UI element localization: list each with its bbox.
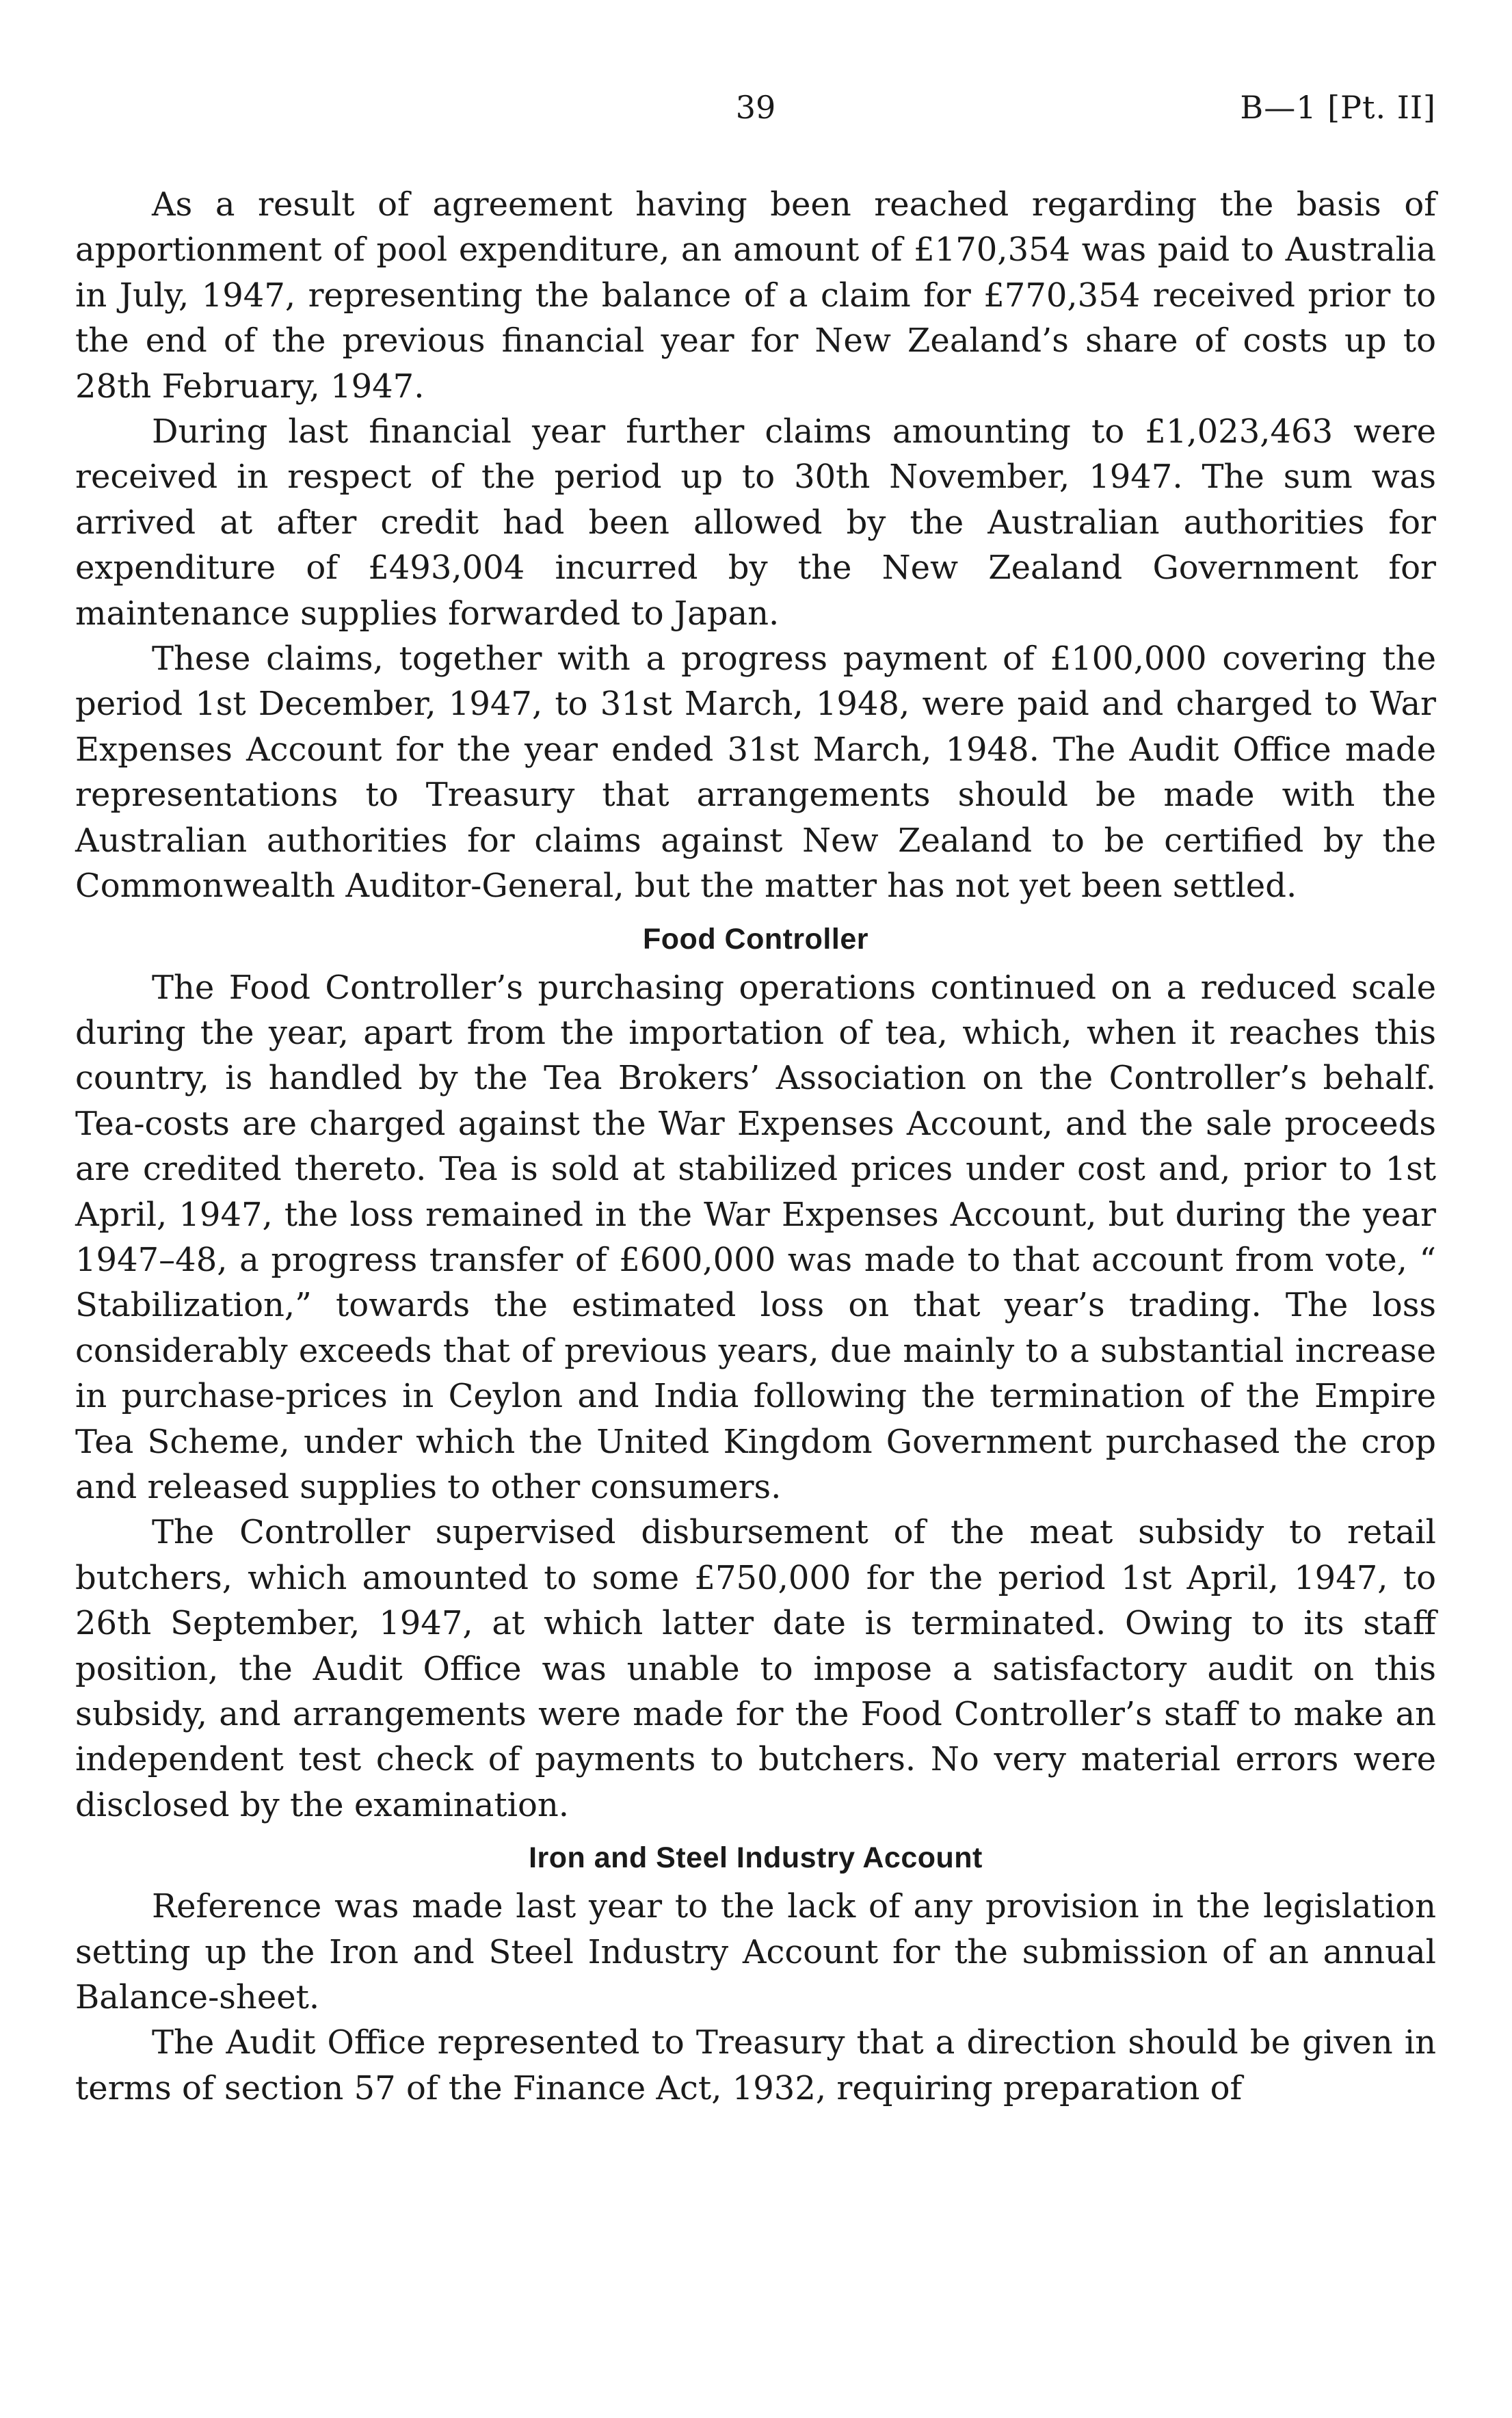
paragraph-balance-sheet: Reference was made last year to the lack of any provision in the legislation setting up the Iron and Steel Industry Account for the submission of an annual Balance-sheet.	[75, 1887, 1436, 2017]
heading-food-controller: Food Controller	[643, 922, 868, 956]
paragraph-claims-payment: These claims, together with a progress payment of £100,000 covering the period 1st December, 1947, to 31st March, 1948, were paid and charged to War Expenses Account for the year ended 31st March, 1948. The Audit Office made representations to Treasury that arrangements should be made with the Australian authorities for claims against New Zealand to be certified by the Commonwealth Auditor-General, but the matter has not yet been settled.	[75, 640, 1436, 906]
heading-iron-steel: Iron and Steel Industry Account	[529, 1841, 983, 1875]
paragraph-further-claims: During last financial year further claims amounting to £1,023,463 were received in respect of the period up to 30th November, 1947. The sum was arrived at after credit had been allowed by the Australian authorities for expenditure of £493,004 incurred by the New Zealand Government for maintenance supplies forwarded to Japan.	[75, 412, 1436, 633]
page-number: 39	[735, 89, 776, 126]
paragraph-food-controller-operations: The Food Controller’s purchasing operations continued on a reduced scale during the year, apart from the importation of tea, which, when it reaches this country, is handled by the Tea Brokers’ Association on the Controller’s behalf. Tea-costs are charged against the War Expenses Account, and the sale proceeds are credited thereto. Tea is sold at stabilized prices under cost and, prior to 1st April, 1947, the loss remained in the War Expenses Account, but during the year 1947–48, a progress transfer of £600,000 was made to that account from vote, “ Stabilization,” towards the estimated loss on that year’s trading. The loss considerably exceeds that of previous years, due mainly to a substantial increase in purchase-prices in Ceylon and India following the termination of the Empire Tea Scheme, under which the United Kingdom Government purchased the crop and released supplies to other consumers.	[75, 968, 1436, 1506]
page-header	[75, 89, 1436, 137]
document-reference: B—1 [Pt. II]	[1240, 89, 1436, 126]
paragraph-pool-expenditure: As a result of agreement having been reached regarding the basis of apportionment of pool expenditure, an amount of £170,354 was paid to Australia in July, 1947, representing the balance of a claim for £770,354 received prior to the end of the previous financial year for New Zealand’s share of costs up to 28th February, 1947.	[75, 185, 1436, 406]
paragraph-meat-subsidy: The Controller supervised disbursement of the meat subsidy to retail butchers, which amounted to some £750,000 for the period 1st April, 1947, to 26th September, 1947, at which latter date is terminated. Owing to its staff position, the Audit Office was unable to impose a satisfactory audit on this subsidy, and arrangements were made for the Food Controller’s staff to make an independent test check of payments to butchers. No very material errors were disclosed by the examination.	[75, 1513, 1436, 1824]
body-text	[75, 182, 1436, 2111]
paragraph-finance-act-direction: The Audit Office represented to Treasury that a direction should be given in terms of section 57 of the Finance Act, 1932, requiring preparation of	[75, 2023, 1436, 2107]
